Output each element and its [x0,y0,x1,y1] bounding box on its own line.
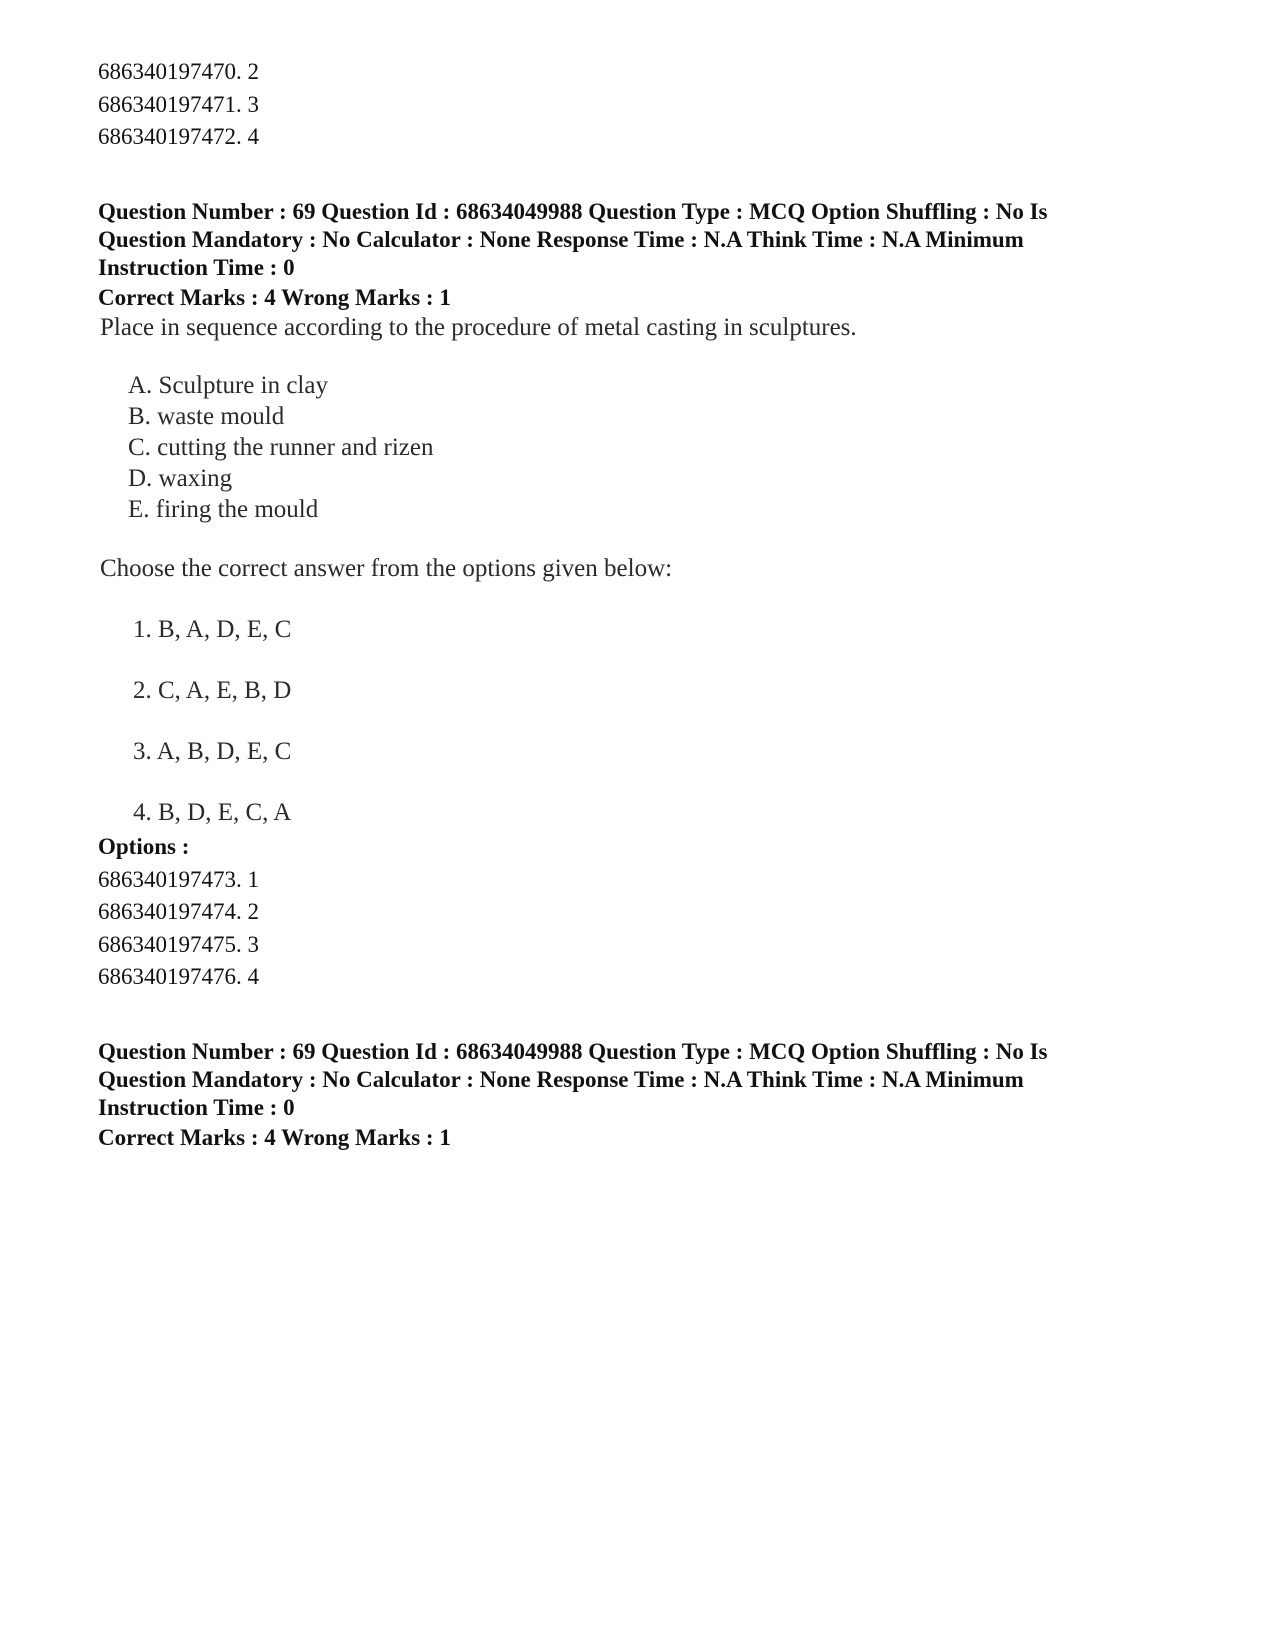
options-label: Options : [98,834,190,859]
question-marks: Correct Marks : 4 Wrong Marks : 1 [98,1125,451,1150]
question-meta-line: Question Mandatory : No Calculator : None Response Time : N.A Think Time : N.A Minimum [98,227,1024,252]
question-meta-line: Question Mandatory : No Calculator : None Response Time : N.A Think Time : N.A Minimum [98,1067,1024,1092]
sequence-item: C. cutting the runner and rizen [128,434,434,461]
question-meta [98,1038,1178,1122]
option-line: 686340197475. 3 [98,932,259,957]
option-line: 686340197474. 2 [98,899,259,924]
question-instruction: Choose the correct answer from the options given below: [100,555,673,582]
option-line: 686340197470. 2 [98,59,259,84]
question-meta-line: Instruction Time : 0 [98,1095,295,1120]
option-line: 686340197473. 1 [98,867,259,892]
answer-choice: 4. B, D, E, C, A [133,799,292,826]
question-meta-line: Question Number : 69 Question Id : 68634049988 Question Type : MCQ Option Shuffling : No Is [98,1039,1048,1064]
sequence-item: B. waste mould [128,403,285,430]
option-line: 686340197472. 4 [98,124,259,149]
question-meta-line: Instruction Time : 0 [98,255,295,280]
sequence-item: D. waxing [128,465,233,492]
question-marks: Correct Marks : 4 Wrong Marks : 1 [98,285,451,310]
sequence-item: E. firing the mould [128,496,319,523]
answer-choice: 1. B, A, D, E, C [133,616,292,643]
question-meta [98,198,1178,282]
answer-choice: 2. C, A, E, B, D [133,677,292,704]
option-line: 686340197476. 4 [98,964,259,989]
sequence-item: A. Sculpture in clay [128,372,328,399]
question-prompt: Place in sequence according to the procedure of metal casting in sculptures. [100,314,857,341]
option-line: 686340197471. 3 [98,92,259,117]
question-meta-line: Question Number : 69 Question Id : 68634049988 Question Type : MCQ Option Shuffling : No Is [98,199,1048,224]
answer-choice: 3. A, B, D, E, C [133,738,292,765]
